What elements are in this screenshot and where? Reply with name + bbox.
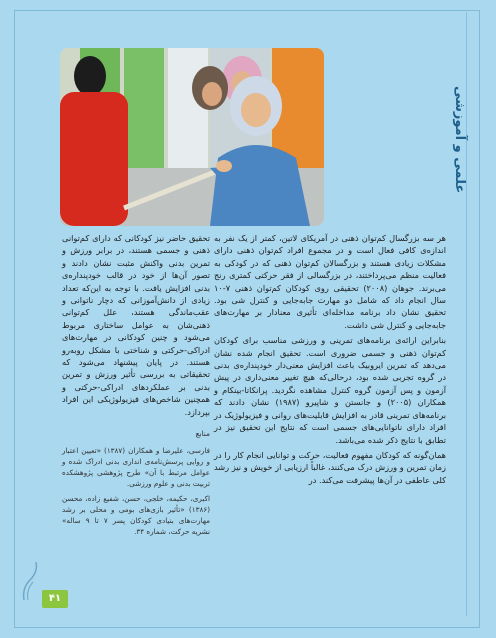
article-right-column [214, 232, 446, 489]
reference-item: اکبری، حکیمه، خلجی، حسن، شفیع زاده، محسن (۱۳۸۶) «تأثیر بازی‌های بومی و محلی بر رشد مهارت‌های بنیادی کودکان پسر ۷ تا ۹ ساله» نشریه حرکت، شماره ۳۴. [62, 493, 210, 536]
paragraph: تحقیق حاضر نیز کودکانی که دارای کم‌توانی ذهنی و جسمی هستند، در برابر ورزش و تمرین بدنی واکنش مثبت نشان دادند و تصور آن‌ها از خود در قالب خودپنداره‌ی بدنی افزایش یافت. با توجه به این‌که تعداد زیادی از دانش‌آموزانی که دچار ناتوانی و عقب‌ماندگی هستند، علل کم‌توانی ذهنی‌شان به عوامل ساختاری مربوط می‌شود و چنین کودکانی در مهارت‌های ادراکی-حرکتی و شناختی با مشکل روبه‌رو هستند. در پایان پیشنهاد می‌شود که تحقیقاتی به بررسی تأثیر ورزش و تمرین بدنی بر عملکردهای ادراکی-حرکتی و همچنین شاخص‌های فیزیولوژیکی این افراد بپردازد. [62, 233, 210, 417]
paragraph: همان‌گونه که کودکان مفهوم فعالیت، حرکت و توانایی انجام کار را در زمان تمرین و ورزش درک می‌کنند، غالباً ارزیابی از خویش و نیز رشد کلی عاطفی در آن‌ها پیشرفت می‌کند. در [214, 449, 446, 485]
page-number: ۴۱ [42, 590, 68, 608]
reference-item: فارسی، علیرضا و همکاران (۱۳۸۷) «تعیین اعتبار و روایی پرسش‌نامه‌ی انداری بدنی ادراک شده و عوامل مرتبط با آن» طرح پژوهشی پژوهشکده تربیت بدنی و علوم ورزشی. [62, 445, 210, 488]
photo-illustration [60, 48, 324, 226]
paragraph: بنابراین ارائه‌ی برنامه‌های تمرینی و ورزشی مناسب برای کودکان کم‌توان ذهنی و جسمی ضروری است. تحقیق انجام شده نشان می‌دهد که تمرین ایروبیک باعث افزایش معنی‌دار خودپنداره‌ی بدنی در گروه تجربی شده بود، درحالی‌که هیچ تغییر معنی‌داری در پیش آزمون و پس آزمون گروه کنترل مشاهده نگردید. پرانکاتا-بینکام و همکاران (۲۰۰۵) و جانستن و شاپیرو (۱۹۸۷) نشان دادند که برنامه‌های تمرینی قادر به افزایش قابلیت‌های روانی و فیزیولوژیک در افراد دارای ناتوانایی‌های جسمی است که نتایج این تحقیق نیز در تطابق با نتایج ذکر شده می‌باشد. [214, 335, 446, 445]
section-title: علمی و آموزشی [452, 86, 467, 194]
references-title: منابع [195, 429, 210, 439]
article-photo [60, 48, 324, 226]
article-left-column [62, 232, 210, 537]
magazine-logo-icon [20, 560, 42, 604]
paragraph: هر سه بزرگسال کم‌توان ذهنی در آمریکای لاتین، کمتر از یک نفر به اندازه‌ی کافی فعال است و در مجموع افراد کم‌توان ذهنی دارای مشکلات زیادی هستند و بزرگسالان کم‌توان ذهنی که در کودکی به فعالیت منظم می‌پرداختند، در بزرگسالی از فقر حرکتی کمتری رنج می‌برند. جوهان (۲۰۰۸) تحقیقی روی کودکان کم‌توان ذهنی ۷-۱۰ سال انجام داد که شامل دو مهارت جابه‌جایی و کنترل شی بود. تحقیق نشان داد برنامه مداخله‌ای تأثیری معنادار بر مهارت‌های جابه‌جایی و کنترل شی داشت. [214, 233, 446, 330]
